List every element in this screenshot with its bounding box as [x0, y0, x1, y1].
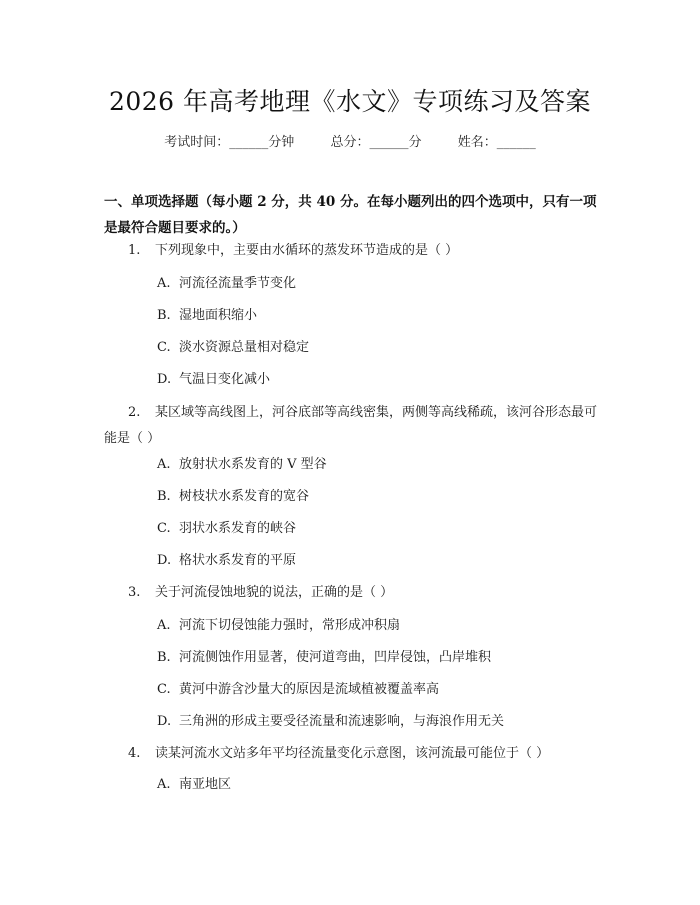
question-2-option-a: [157, 455, 327, 475]
option-text: 黄河中游含沙量大的原因是流域植被覆盖率高: [179, 682, 440, 697]
option-letter: B.: [157, 308, 171, 323]
question-1-option-d: [157, 370, 270, 390]
page-title: 2026 年高考地理《水文》专项练习及答案: [108, 87, 592, 116]
option-text: 羽状水系发育的峡谷: [179, 521, 297, 536]
option-text: 河流径流量季节变化: [179, 276, 297, 291]
question-3-option-d: [157, 712, 504, 732]
option-text: 南亚地区: [179, 777, 232, 792]
question-3-option-c: [157, 680, 439, 700]
question-number: 3.: [128, 585, 141, 600]
option-letter: A.: [157, 777, 171, 792]
question-number: 2.: [128, 405, 141, 420]
option-letter: D.: [157, 372, 172, 387]
question-stem: 某区域等高线图上，河谷底部等高线密集，两侧等高线稀疏，该河谷形态最可能是（ ）: [104, 405, 598, 446]
question-1: [104, 238, 600, 264]
option-text: 树枝状水系发育的宽谷: [179, 489, 310, 504]
question-number: 1.: [128, 243, 141, 258]
option-letter: A.: [157, 276, 171, 291]
option-text: 气温日变化减小: [179, 372, 271, 387]
question-1-option-a: [157, 274, 296, 294]
option-letter: A.: [157, 457, 171, 472]
question-1-option-c: [157, 338, 309, 358]
section-heading: 一、单项选择题（每小题 2 分，共 40 分。在每小题列出的四个选项中，只有一项是最符合题目要求的。）: [104, 194, 597, 236]
question-2-option-b: [157, 487, 309, 507]
option-letter: B.: [157, 489, 171, 504]
option-text: 湿地面积缩小: [179, 308, 258, 323]
option-letter: B.: [157, 650, 171, 665]
option-letter: A.: [157, 618, 171, 633]
option-letter: C.: [157, 682, 171, 697]
question-2-option-d: [157, 551, 296, 571]
question-4: [104, 741, 600, 767]
option-text: 河流侧蚀作用显著，使河道弯曲，凹岸侵蚀，凸岸堆积: [179, 650, 492, 665]
option-text: 三角洲的形成主要受径流量和流速影响，与海浪作用无关: [179, 714, 505, 729]
question-2-option-c: [157, 519, 296, 539]
option-letter: C.: [157, 521, 171, 536]
exam-time-field: 考试时间：______分钟: [164, 135, 295, 150]
question-stem: 读某河流水文站多年平均径流量变化示意图，该河流最可能位于（ ）: [155, 746, 550, 761]
question-number: 4.: [128, 746, 141, 761]
question-stem: 下列现象中，主要由水循环的蒸发环节造成的是（ ）: [155, 243, 459, 258]
option-letter: D.: [157, 553, 172, 568]
exam-meta-line: [0, 131, 700, 150]
option-text: 淡水资源总量相对稳定: [179, 340, 310, 355]
student-name-field: 姓名：______: [457, 135, 536, 150]
question-4-option-a: [157, 775, 231, 795]
option-letter: D.: [157, 714, 172, 729]
total-score-field: 总分：______分: [330, 135, 422, 150]
option-letter: C.: [157, 340, 171, 355]
question-3: [104, 580, 600, 606]
option-text: 河流下切侵蚀能力强时，常形成冲积扇: [179, 618, 401, 633]
option-text: 放射状水系发育的 V 型谷: [179, 457, 327, 472]
option-text: 格状水系发育的平原: [179, 553, 297, 568]
question-1-option-b: [157, 306, 257, 326]
question-2: [104, 400, 600, 452]
question-3-option-b: [157, 648, 491, 668]
question-stem: 关于河流侵蚀地貌的说法，正确的是（ ）: [155, 585, 394, 600]
question-3-option-a: [157, 616, 400, 636]
